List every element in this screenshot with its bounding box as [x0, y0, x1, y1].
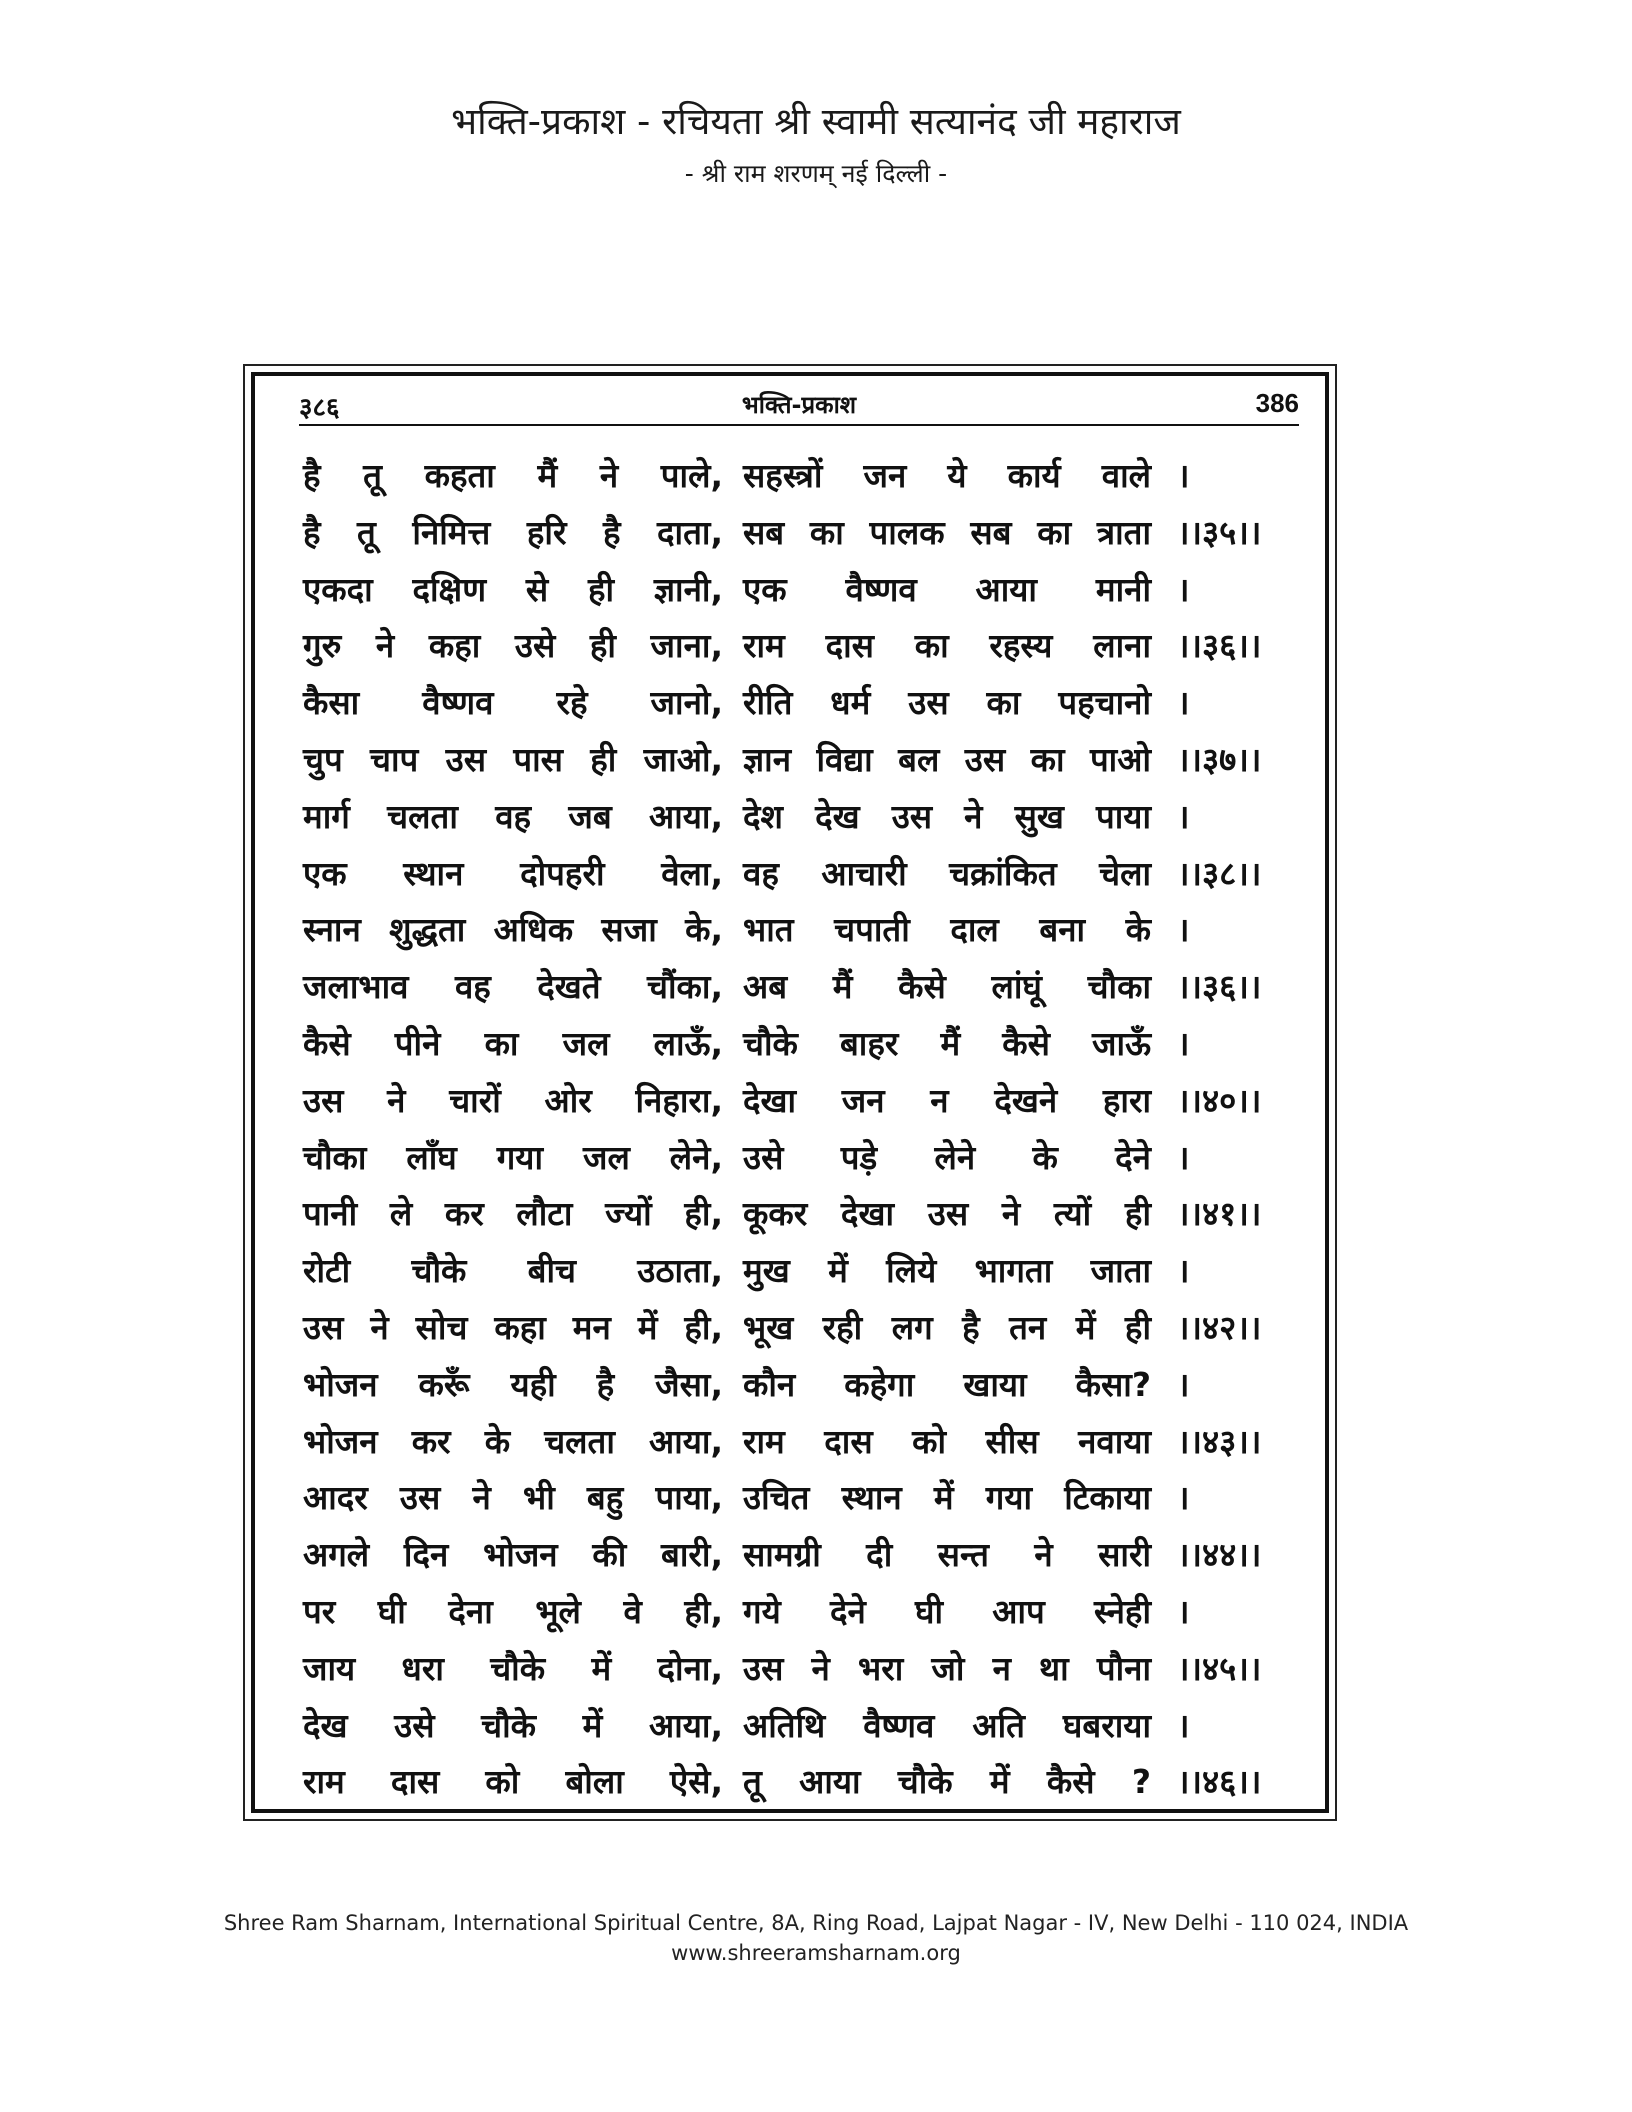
verse-first-half: चौका लाँघ गया जल लेने,	[303, 1137, 723, 1177]
verse-number: ।	[1177, 1591, 1190, 1631]
verse-second-half: देश देख उस ने सुख पाया	[743, 796, 1151, 836]
verse-first-half: भोजन करूँ यही है जैसा,	[303, 1364, 723, 1404]
verse-row	[303, 562, 1313, 619]
verse-second-half: उस ने भरा जो न था पौना	[743, 1648, 1151, 1688]
verse-row	[303, 1073, 1313, 1130]
running-head-title: भक्ति-प्रकाश	[741, 391, 857, 419]
verse-row	[303, 1527, 1313, 1584]
running-head	[299, 386, 1299, 426]
verse-second-half: एक वैष्णव आया मानी	[743, 569, 1151, 609]
verse-first-half: चुप चाप उस पास ही जाओ,	[303, 739, 723, 779]
verse-first-half: जाय धरा चौके में दोना,	[303, 1648, 723, 1688]
verse-first-half: रोटी चौके बीच उठाता,	[303, 1251, 723, 1291]
verse-number: ।	[1177, 456, 1190, 495]
verse-first-half: एकदा दक्षिण से ही ज्ञानी,	[303, 569, 723, 609]
verse-row	[303, 1243, 1313, 1300]
verse-second-half: अब मैं कैसे लांघूं चौका	[743, 967, 1151, 1007]
verse-row	[303, 618, 1313, 675]
verse-row	[303, 1300, 1313, 1357]
verse-number: ।।४५।।	[1177, 1648, 1262, 1688]
verse-first-half: कैसे पीने का जल लाऊँ,	[303, 1023, 723, 1063]
verse-number: ।।३५।।	[1177, 512, 1262, 552]
verse-row	[303, 846, 1313, 903]
verse-row	[303, 1186, 1313, 1243]
verse-number: ।	[1177, 1023, 1190, 1063]
verse-number: ।	[1177, 569, 1190, 609]
verse-first-half: आदर उस ने भी बहु पाया,	[303, 1478, 723, 1518]
verse-number: ।।३७।।	[1177, 739, 1262, 779]
verse-second-half: गये देने घी आप स्नेही	[743, 1591, 1151, 1631]
verse-first-half: गुरु ने कहा उसे ही जाना,	[303, 626, 723, 666]
verse-first-half: जलाभाव वह देखते चौंका,	[303, 967, 723, 1007]
verse-list	[303, 448, 1313, 1811]
verse-number: ।	[1177, 1478, 1190, 1518]
verse-second-half: कौन कहेगा खाया कैसा?	[743, 1364, 1151, 1404]
verse-second-half: उचित स्थान में गया टिकाया	[743, 1478, 1151, 1518]
running-head-page-devanagari: ३८६	[299, 393, 340, 423]
verse-second-half: वह आचारी चक्रांकित चेला	[743, 853, 1151, 893]
verse-number: ।।४४।।	[1177, 1535, 1262, 1575]
verse-first-half: है तू निमित्त हरि है दाता,	[303, 512, 723, 552]
verse-row	[303, 1016, 1313, 1073]
footer-website: www.shreeramsharnam.org	[671, 1941, 961, 1965]
verse-row	[303, 448, 1313, 505]
verse-number: ।।३८।।	[1177, 853, 1262, 893]
page-footer	[0, 1908, 1632, 1968]
verse-number: ।	[1177, 1251, 1190, 1291]
page-border	[251, 372, 1329, 1813]
verse-row	[303, 1754, 1313, 1811]
verse-second-half: मुख में लिये भागता जाता	[743, 1251, 1151, 1291]
verse-row	[303, 789, 1313, 846]
verse-number: ।।३६।।	[1177, 967, 1262, 1007]
verse-row	[303, 902, 1313, 959]
verse-number: ।।४६।।	[1177, 1762, 1262, 1802]
verse-row	[303, 1584, 1313, 1641]
verse-first-half: स्नान शुद्धता अधिक सजा के,	[303, 910, 723, 950]
verse-number: ।	[1177, 796, 1190, 836]
verse-row	[303, 1414, 1313, 1471]
footer-address: Shree Ram Sharnam, International Spiritual Centre, 8A, Ring Road, Lajpat Nagar - IV, New Delhi - 110 024, INDIA	[223, 1911, 1409, 1935]
verse-first-half: मार्ग चलता वह जब आया,	[303, 796, 723, 836]
verse-second-half: सब का पालक सब का त्राता	[743, 512, 1151, 552]
verse-second-half: देखा जन न देखने हारा	[743, 1080, 1151, 1120]
verse-row	[303, 675, 1313, 732]
verse-second-half: कूकर देखा उस ने त्यों ही	[743, 1194, 1151, 1234]
verse-number: ।।४१।।	[1177, 1194, 1262, 1234]
verse-row	[303, 732, 1313, 789]
verse-second-half: भूख रही लग है तन में ही	[743, 1307, 1151, 1347]
verse-second-half: तू आया चौके में कैसे ?	[743, 1762, 1151, 1802]
verse-first-half: उस ने चारों ओर निहारा,	[303, 1080, 723, 1120]
verse-first-half: राम दास को बोला ऐसे,	[303, 1762, 723, 1802]
verse-row	[303, 1130, 1313, 1187]
verse-row	[303, 505, 1313, 562]
verse-second-half: चौके बाहर मैं कैसे जाऊँ	[743, 1023, 1151, 1063]
verse-number: ।	[1177, 1137, 1190, 1177]
verse-first-half: पानी ले कर लौटा ज्यों ही,	[303, 1194, 723, 1234]
verse-number: ।	[1177, 683, 1190, 723]
running-head-page-number: 386	[1255, 388, 1299, 418]
verse-first-half: है तू कहता मैं ने पाले,	[303, 456, 723, 495]
verse-second-half: भात चपाती दाल बना के	[743, 910, 1151, 950]
verse-number: ।।४२।।	[1177, 1307, 1262, 1347]
page-subtitle: - श्री राम शरणम् नई दिल्ली -	[684, 159, 948, 188]
verse-number: ।	[1177, 1705, 1190, 1745]
verse-row	[303, 1641, 1313, 1698]
verse-second-half: राम दास को सीस नवाया	[743, 1421, 1151, 1461]
verse-first-half: उस ने सोच कहा मन में ही,	[303, 1307, 723, 1347]
verse-row	[303, 1698, 1313, 1755]
verse-number: ।	[1177, 910, 1190, 950]
verse-second-half: सामग्री दी सन्त ने सारी	[743, 1535, 1151, 1575]
verse-second-half: सहस्त्रों जन ये कार्य वाले	[743, 456, 1151, 495]
verse-second-half: रीति धर्म उस का पहचानो	[743, 683, 1151, 723]
verse-first-half: देख उसे चौके में आया,	[303, 1705, 723, 1745]
verse-second-half: अतिथि वैष्णव अति घबराया	[743, 1705, 1151, 1745]
verse-number: ।।४०।।	[1177, 1080, 1262, 1120]
verse-second-half: ज्ञान विद्या बल उस का पाओ	[743, 739, 1151, 779]
verse-first-half: पर घी देना भूले वे ही,	[303, 1591, 723, 1631]
verse-number: ।।४३।।	[1177, 1421, 1262, 1461]
verse-first-half: कैसा वैष्णव रहे जानो,	[303, 683, 723, 723]
verse-number: ।	[1177, 1364, 1190, 1404]
page-header	[0, 96, 1632, 194]
verse-second-half: राम दास का रहस्य लाना	[743, 626, 1151, 666]
verse-row	[303, 1357, 1313, 1414]
page-title: भक्ति-प्रकाश - रचियता श्री स्वामी सत्यानंद जी महाराज	[451, 100, 1181, 143]
verse-first-half: भोजन कर के चलता आया,	[303, 1421, 723, 1461]
verse-row	[303, 1470, 1313, 1527]
verse-number: ।।३६।।	[1177, 626, 1262, 666]
verse-first-half: अगले दिन भोजन की बारी,	[303, 1535, 723, 1575]
verse-second-half: उसे पड़े लेने के देने	[743, 1137, 1151, 1177]
scanned-page-frame	[243, 364, 1337, 1821]
verse-first-half: एक स्थान दोपहरी वेला,	[303, 853, 723, 893]
verse-row	[303, 959, 1313, 1016]
